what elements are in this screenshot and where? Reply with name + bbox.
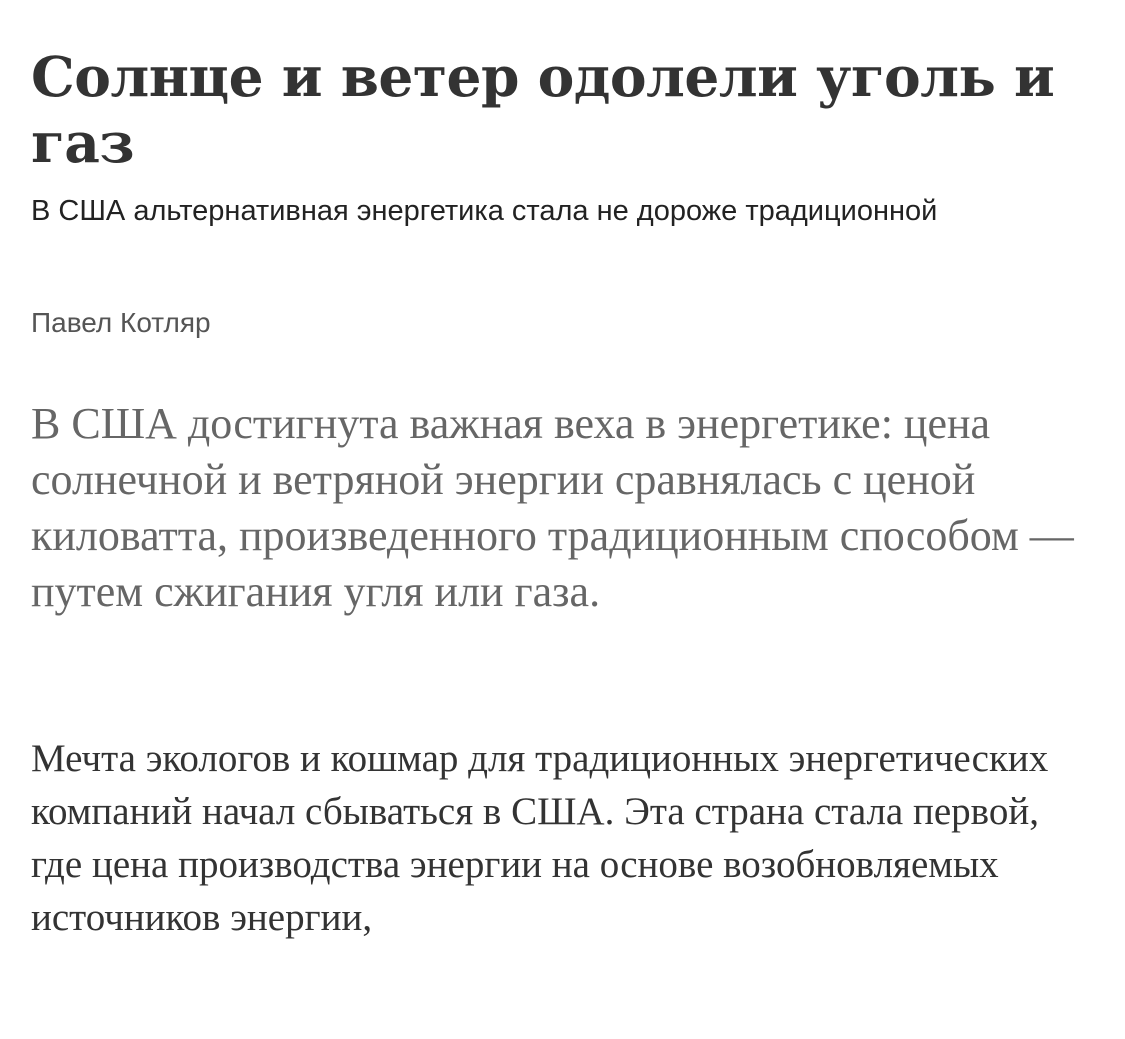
article-headline: Солнце и ветер одолели уголь и газ: [31, 44, 1055, 175]
article-lead: В США достигнута важная веха в энергетике: цена солнечной и ветряной энергии сравнялась с ценой киловатта, произведенного традиционным способом — путем сжигания угля или газа.: [31, 399, 1074, 616]
article-subtitle: В США альтернативная энергетика стала не дороже традиционной: [31, 195, 938, 227]
author-byline[interactable]: Павел Котляр: [31, 307, 211, 338]
article-body-paragraph: Мечта экологов и кошмар для традиционных энергетических компаний начал сбываться в США. Эта страна стала первой, где цена производства энергии на основе возобновляемых источников энергии,: [31, 737, 1049, 939]
